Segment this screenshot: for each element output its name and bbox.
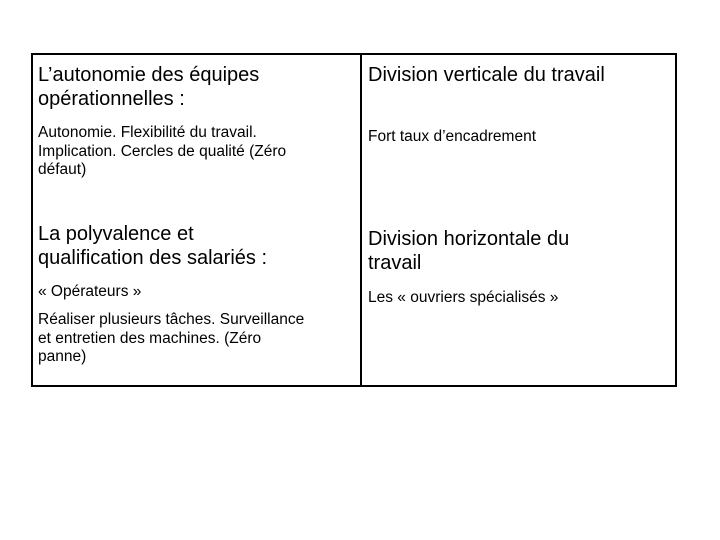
left-body-polyvalence: Réaliser plusieurs tâches. Surveillance et entretien des machines. (Zéro panne) — [38, 311, 305, 366]
left-body-autonomie: Autonomie. Flexibilité du travail. Implication. Cercles de qualité (Zéro défaut) — [38, 124, 287, 179]
left-heading-polyvalence: La polyvalence et qualification des salariés : — [38, 223, 268, 269]
left-sub-operateurs: « Opérateurs » — [38, 283, 142, 300]
left-heading-autonomie: L’autonomie des équipes opérationnelles : — [38, 64, 260, 110]
right-body-ouvriers: Les « ouvriers spécialisés » — [368, 289, 559, 306]
right-heading-division-horizontale: Division horizontale du travail — [368, 228, 570, 274]
column-divider — [360, 55, 362, 385]
comparison-table — [31, 53, 677, 387]
right-heading-division-verticale: Division verticale du travail — [368, 64, 605, 86]
right-body-encadrement: Fort taux d’encadrement — [368, 128, 537, 145]
